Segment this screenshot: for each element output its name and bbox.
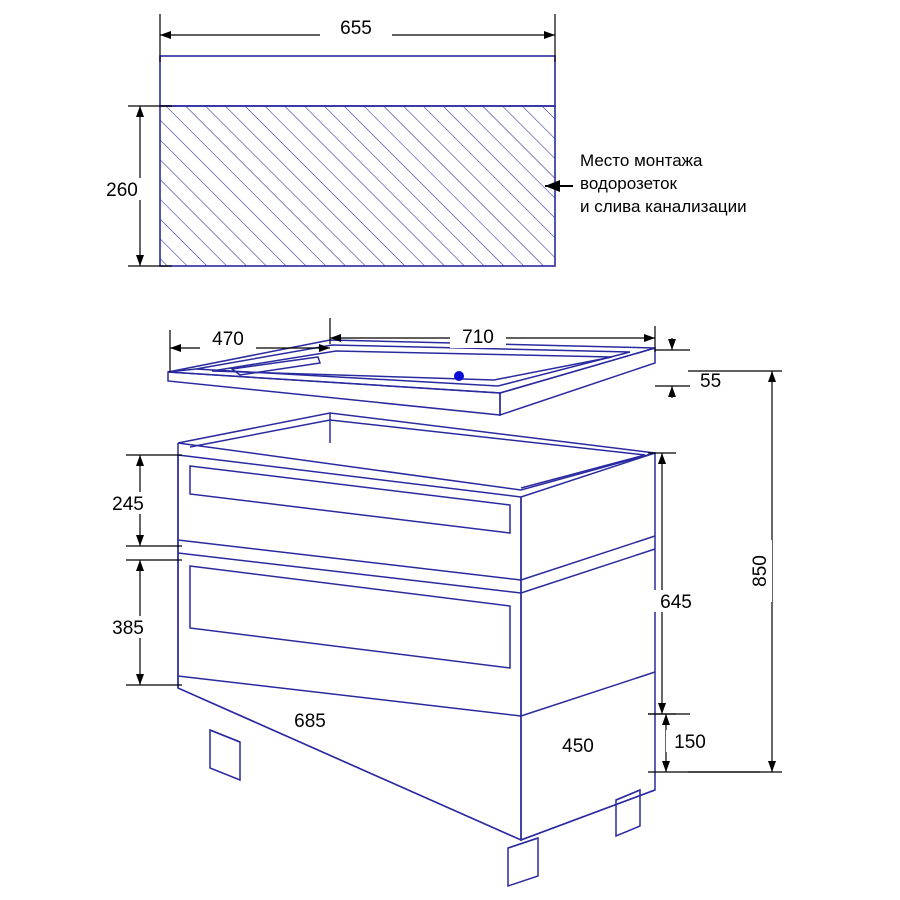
dimension-basin-thickness [655, 338, 690, 398]
note-line-1: Место монтажа [580, 151, 703, 170]
top-view-wall-panel [160, 56, 555, 266]
dimension-label-total-height: 850 [750, 555, 771, 587]
dimension-label-basin-left: 470 [212, 329, 244, 350]
basin-assembly [168, 340, 655, 415]
dimension-label-body-height: 645 [660, 592, 692, 613]
dimension-body-height [648, 453, 676, 714]
dimension-label-cabinet-depth: 450 [562, 736, 594, 757]
dimension-label-top-height: 260 [106, 180, 138, 201]
dimension-label-basin-right: 710 [462, 327, 494, 348]
dimension-label-top-width: 655 [340, 18, 372, 39]
note-line-3: и слива канализации [580, 197, 747, 216]
dimension-label-basin-thickness: 55 [700, 371, 722, 392]
note-line-2: водорозеток [580, 174, 677, 193]
dimension-label-leg-height: 150 [674, 732, 706, 753]
dimension-label-drawer-lower: 385 [112, 618, 144, 639]
dimension-label-cabinet-width: 685 [294, 711, 326, 732]
cabinet-body [178, 413, 655, 886]
dimension-label-drawer-upper: 245 [112, 494, 144, 515]
